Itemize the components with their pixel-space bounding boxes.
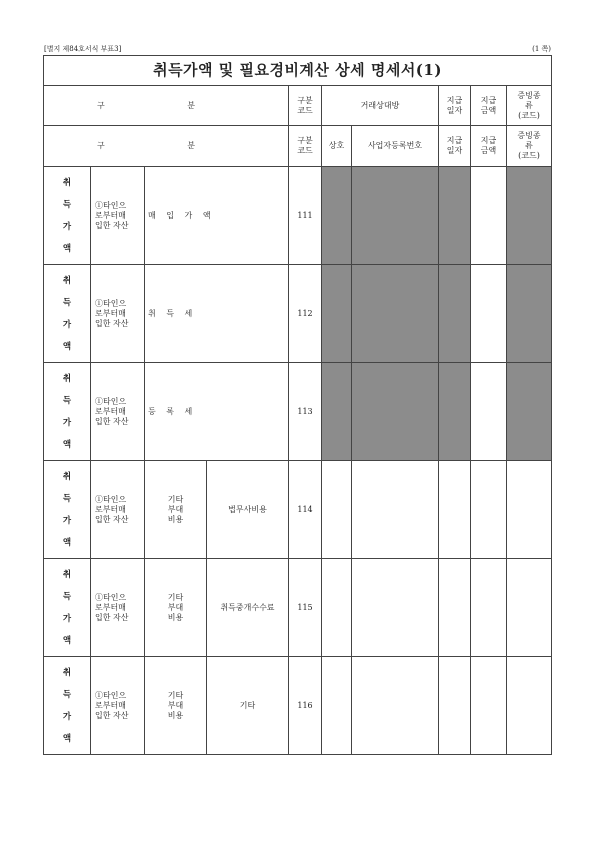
header-category-code: 구분 코드 [289,126,322,167]
header-pay-amount: 지급 금액 [471,126,507,167]
biz-reg-no-cell [352,363,439,461]
header-proof-type: 증빙종 류 (코드) [507,126,552,167]
category-code: 114 [289,461,322,559]
trade-name-cell [322,167,352,265]
header-category-code: 구분 코드 [289,86,322,126]
sub-item-name: 법무사비용 [207,461,289,559]
detail-statement-table [43,55,552,755]
sub-item-name: 취득중개수수료 [207,559,289,657]
pay-amount-cell [471,265,507,363]
proof-type-cell [507,461,552,559]
category-code: 115 [289,559,322,657]
acquisition-price-label: 취 득 가 액 [44,167,91,265]
acquisition-price-label: 취 득 가 액 [44,265,91,363]
header-counterparty: 거래상대방 [322,86,439,126]
etc-cost-label: 기타 부대 비용 [145,461,207,559]
biz-reg-no-cell [352,265,439,363]
acquisition-price-label: 취 득 가 액 [44,363,91,461]
pay-date-cell [439,559,471,657]
pay-amount-cell [471,461,507,559]
header-biz-reg-no: 사업자등록번호 [352,126,439,167]
source-label: ①타인으 로부터매 입한 자산 [91,265,145,363]
sub-item-name: 기타 [207,657,289,755]
acquisition-price-label: 취 득 가 액 [44,559,91,657]
header-proof-type: 증빙종 류 (코드) [507,86,552,126]
item-name: 취 득 세 [145,265,289,363]
page-number: (1 쪽) [532,45,551,53]
table-row [44,657,552,755]
form-label: [별지 제84호서식 부표3] [44,45,122,53]
pay-date-cell [439,363,471,461]
category-code: 111 [289,167,322,265]
etc-cost-label: 기타 부대 비용 [145,559,207,657]
trade-name-cell [322,265,352,363]
etc-cost-label: 기타 부대 비용 [145,657,207,755]
trade-name-cell [322,657,352,755]
table-row [44,265,552,363]
header-category: 구 분 [44,126,289,167]
source-label: ①타인으 로부터매 입한 자산 [91,657,145,755]
acquisition-price-label: 취 득 가 액 [44,657,91,755]
trade-name-cell [322,363,352,461]
pay-date-cell [439,461,471,559]
pay-amount-cell [471,657,507,755]
biz-reg-no-cell [352,559,439,657]
header-pay-amount: 지급 금액 [471,86,507,126]
proof-type-cell [507,363,552,461]
proof-type-cell [507,167,552,265]
acquisition-price-label: 취 득 가 액 [44,461,91,559]
header-pay-date: 지급 일자 [439,126,471,167]
pay-date-cell [439,265,471,363]
table-row [44,363,552,461]
source-label: ①타인으 로부터매 입한 자산 [91,363,145,461]
document-title: 취득가액 및 필요경비계산 상세 명세서(1) [44,56,552,86]
pay-amount-cell [471,363,507,461]
pay-date-cell [439,167,471,265]
header-trade-name: 상호 [322,126,352,167]
biz-reg-no-cell [352,657,439,755]
category-code: 113 [289,363,322,461]
source-label: ①타인으 로부터매 입한 자산 [91,461,145,559]
biz-reg-no-cell [352,167,439,265]
item-name: 매 입 가 액 [145,167,289,265]
table-row [44,167,552,265]
table-row [44,559,552,657]
trade-name-cell [322,559,352,657]
pay-amount-cell [471,559,507,657]
proof-type-cell [507,559,552,657]
item-name: 등 록 세 [145,363,289,461]
category-code: 112 [289,265,322,363]
source-label: ①타인으 로부터매 입한 자산 [91,167,145,265]
proof-type-cell [507,265,552,363]
source-label: ①타인으 로부터매 입한 자산 [91,559,145,657]
table-row [44,461,552,559]
proof-type-cell [507,657,552,755]
header-category: 구 분 [44,86,289,126]
trade-name-cell [322,461,352,559]
biz-reg-no-cell [352,461,439,559]
pay-date-cell [439,657,471,755]
header-pay-date: 지급 일자 [439,86,471,126]
pay-amount-cell [471,167,507,265]
category-code: 116 [289,657,322,755]
